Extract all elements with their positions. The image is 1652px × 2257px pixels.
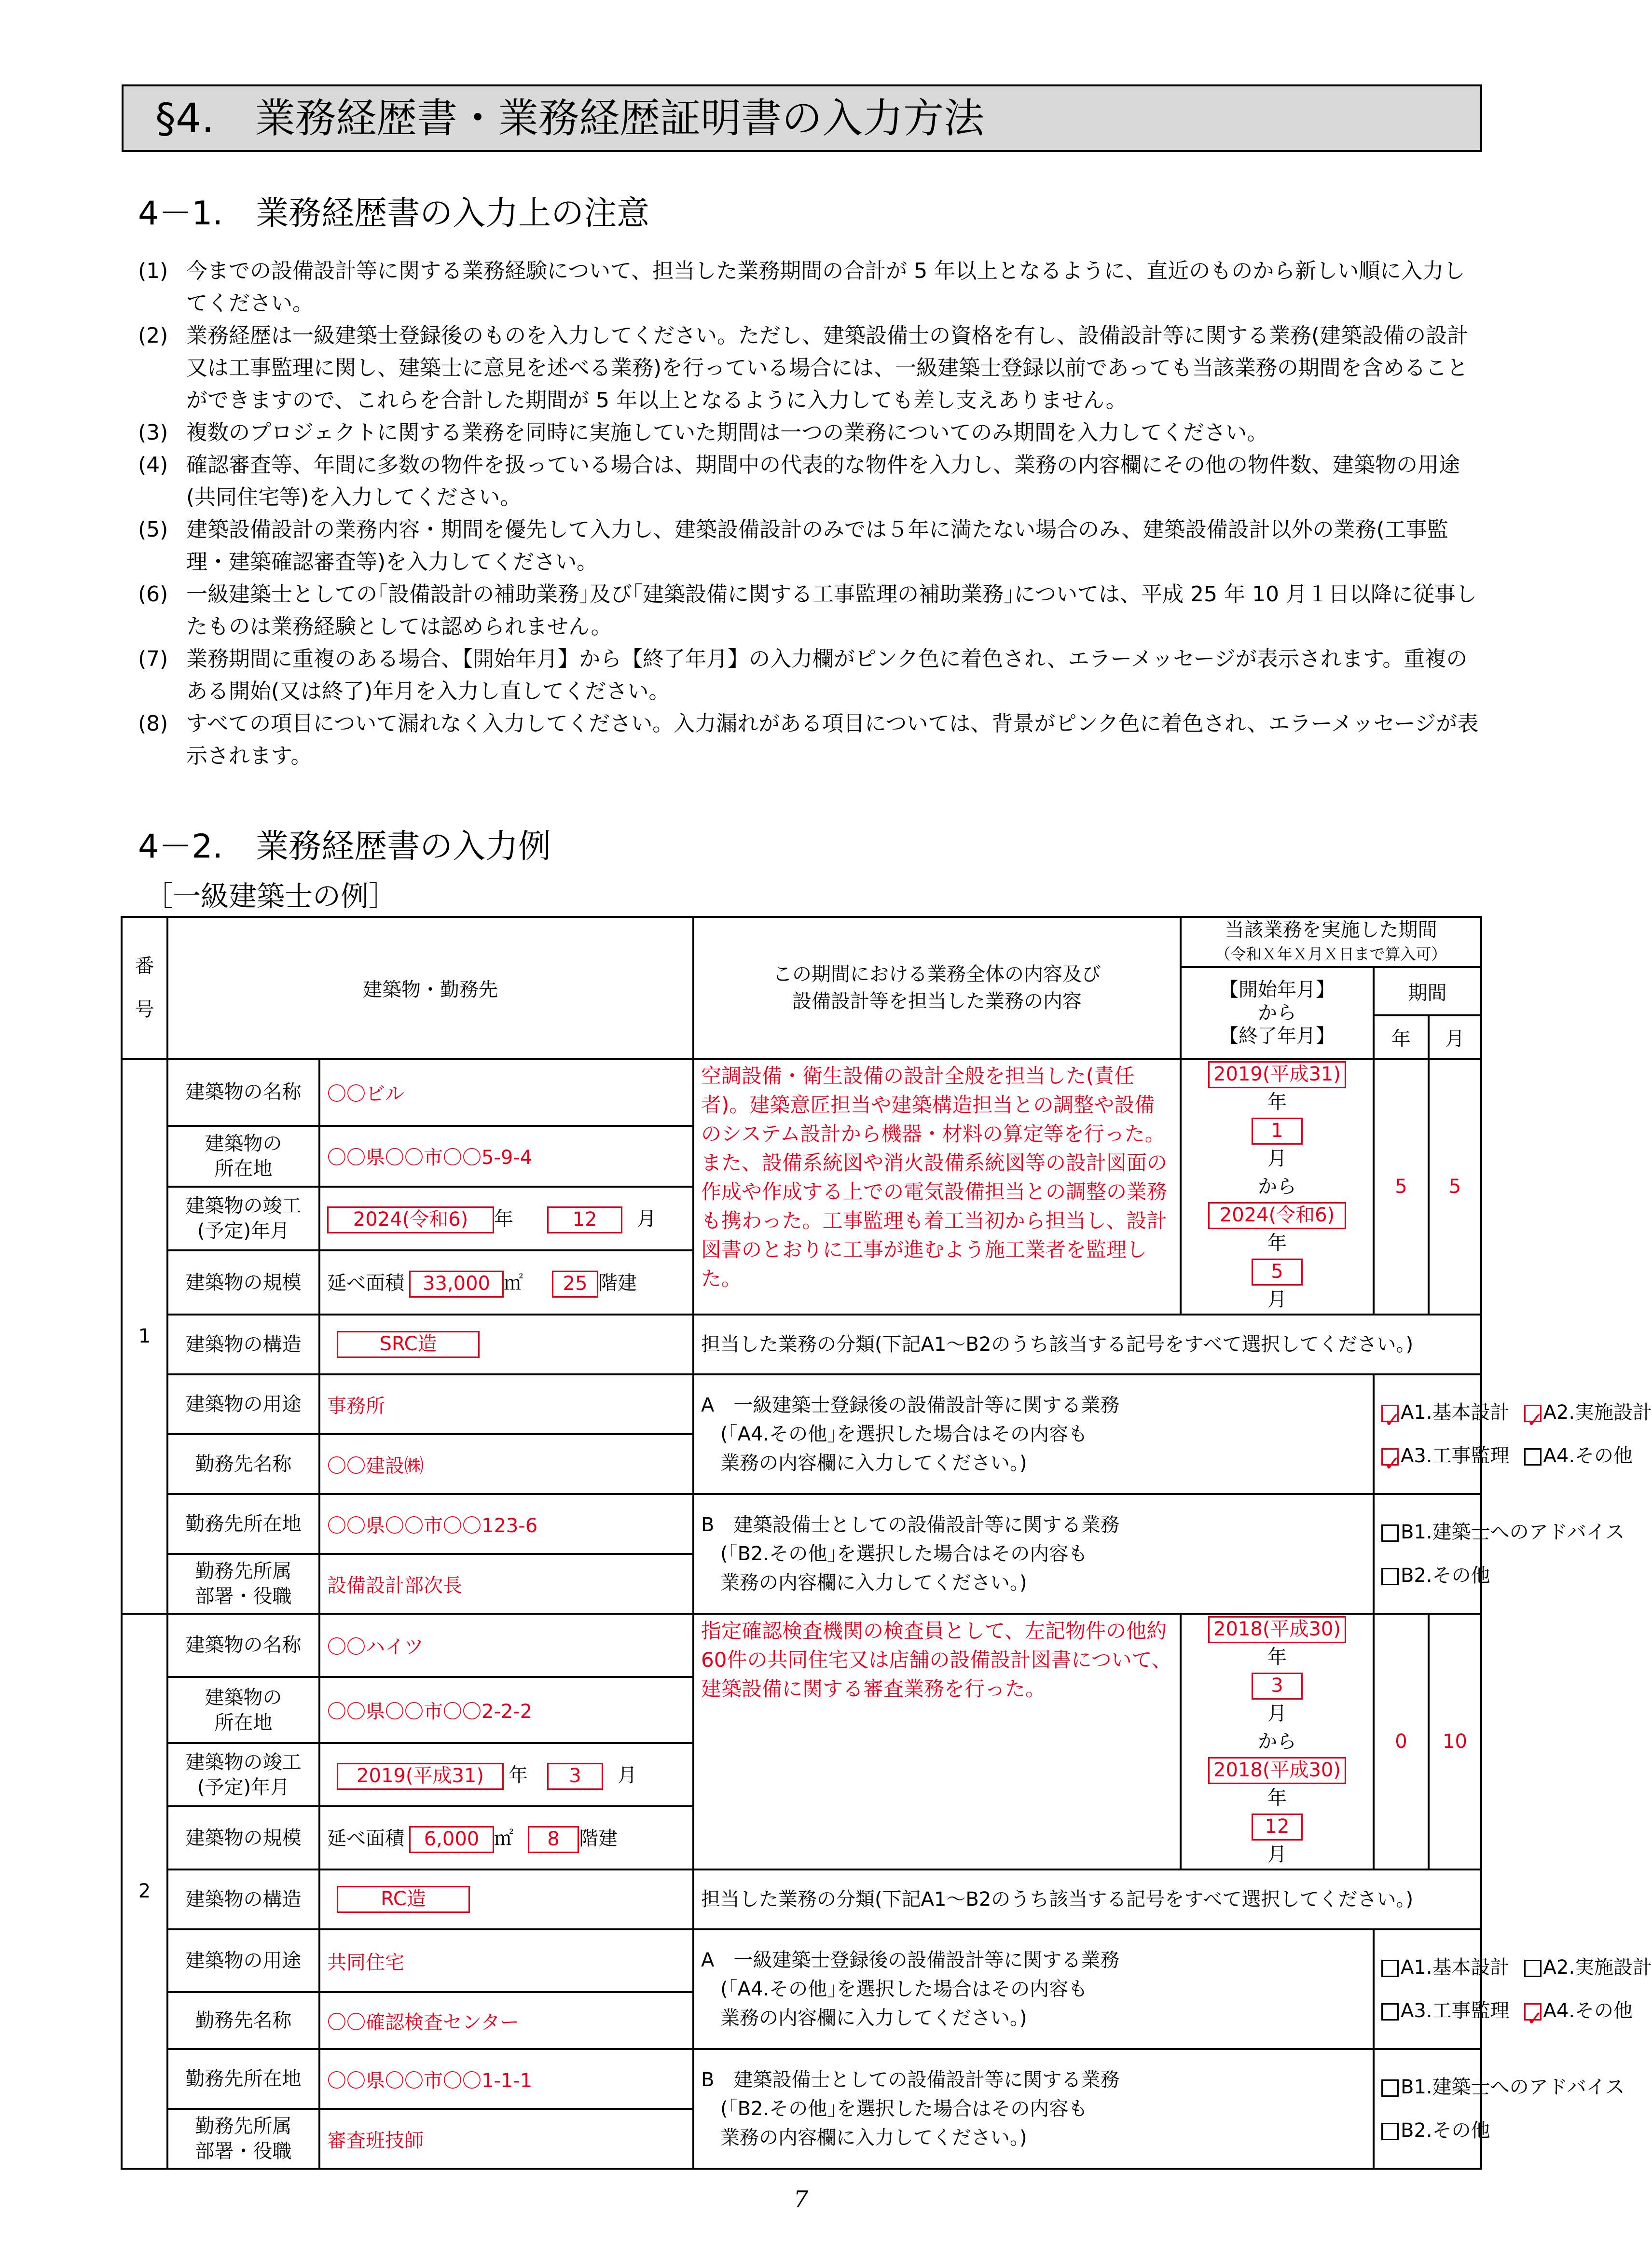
a2-checkbox[interactable] [1524, 1960, 1542, 1977]
header-month: 月 [1429, 1015, 1481, 1059]
header-number: 番号 [122, 917, 167, 1059]
label-structure: 建築物の構造 [167, 1869, 319, 1929]
structure-value: RC造 [319, 1869, 693, 1929]
entry-number: 2 [122, 1614, 167, 2169]
label-structure: 建築物の構造 [167, 1315, 319, 1374]
b1-checkbox[interactable] [1381, 1524, 1399, 1542]
work-content: 空調設備・衛生設備の設計全般を担当した(責任者)。建築意匠担当や建築構造担当との調整や設備のシステム設計から機器・材料の算定等を行った。また、設備系統図や消火設備系統図等の設計図面の作成や作成する上での電気設備担当との調整の業務も携わった。工事監理も着工当初から担当し、設計図書のとおりに工事が進むよう施工業者を監理した。 [693, 1059, 1181, 1315]
section-heading-example: 4－2. 業務経歴書の入力例 [138, 828, 551, 866]
note-item: (5) 建築設備設計の業務内容・期間を優先して入力し、建築設備設計のみでは５年に満たない場合のみ、建築設備設計以外の業務(工事監理・建築確認審査等)を入力してください。 [138, 517, 1448, 574]
classification-a-text: A 一級建築士登録後の設備設計等に関する業務 (｢A4.その他｣を選択した場合はその内容も 業務の内容欄に入力してください。) [693, 1929, 1374, 2049]
label-completion: 建築物の竣工 (予定)年月 [167, 1743, 319, 1806]
location-value: 〇〇県〇〇市〇〇2-2-2 [319, 1677, 693, 1743]
header-duration: 期間 [1374, 967, 1481, 1015]
classification-b-text: B 建築設備士としての設備設計等に関する業務 (｢B2.その他｣を選択した場合はその内容も 業務の内容欄に入力してください。) [693, 1494, 1374, 1614]
department-value: 設備設計部次長 [319, 1554, 693, 1614]
label-scale: 建築物の規模 [167, 1250, 319, 1315]
classification-header: 担当した業務の分類(下記A1～B2のうち該当する記号をすべて選択してください。) [693, 1315, 1481, 1374]
label-scale: 建築物の規模 [167, 1806, 319, 1869]
period-start-end: 2019(平成31) 年 1 月 から 2024(令和6) 年 5 月 [1181, 1059, 1374, 1315]
label-employer: 勤務先名称 [167, 1992, 319, 2049]
building-name-value: 〇〇ハイツ [319, 1614, 693, 1677]
page-number: 7 [793, 2186, 809, 2213]
use-value: 共同住宅 [319, 1929, 693, 1992]
employer-address-value: 〇〇県〇〇市〇〇123-6 [319, 1494, 693, 1554]
a1-checkbox[interactable] [1381, 1405, 1399, 1422]
note-item: (4) 確認審査等、年間に多数の物件を扱っている場合は、期間中の代表的な物件を入力し、業務の内容欄にその他の物件数、建築物の用途(共同住宅等)を入力してください。 [138, 453, 1460, 510]
header-start-end: 【開始年月】 から 【終了年月】 [1181, 967, 1374, 1059]
note-item: (6) 一級建築士としての｢設備設計の補助業務｣及び｢建築設備に関する工事監理の補助業務｣については、平成 25 年 10 月１日以降に従事したものは業務経験としては認められません。 [138, 582, 1477, 639]
scale-value: 延べ面積 33,000 ㎡ 25 階建 [319, 1250, 693, 1315]
label-location: 建築物の 所在地 [167, 1126, 319, 1187]
page-title: §4. 業務経歴書・業務経歴証明書の入力方法 [122, 84, 1482, 152]
classification-a-checks: A1.基本設計 A2.実施設計 A3.工事監理✓ A4.その他 [1374, 1929, 1481, 2049]
classification-b-checks: B1.建築士へのアドバイス B2.その他 [1374, 2049, 1481, 2169]
example-sublabel: ［一級建築士の例］ [145, 880, 397, 913]
period-years: 5 [1374, 1059, 1429, 1315]
completion-value: 2019(平成31) 年 3 月 [319, 1743, 693, 1806]
label-department: 勤務先所属 部署・役職 [167, 2109, 319, 2169]
classification-a-checks: ✓A1.基本設計✓ A2.実施設計 ✓A3.工事監理 A4.その他 [1374, 1374, 1481, 1494]
location-value: 〇〇県〇〇市〇〇5-9-4 [319, 1126, 693, 1187]
scale-value: 延べ面積 6,000 ㎡ 8 階建 [319, 1806, 693, 1869]
employer-address-value: 〇〇県〇〇市〇〇1-1-1 [319, 2049, 693, 2109]
entry-number: 1 [122, 1059, 167, 1614]
note-item: (7) 業務期間に重複のある場合、【開始年月】から【終了年月】の入力欄がピンク色に着色され、エラーメッセージが表示されます。重複のある開始(又は終了)年月を入力し直してください。 [138, 647, 1468, 704]
classification-header: 担当した業務の分類(下記A1～B2のうち該当する記号をすべて選択してください。) [693, 1869, 1481, 1929]
label-building-name: 建築物の名称 [167, 1614, 319, 1677]
career-table [121, 916, 1652, 2170]
building-name-value: 〇〇ビル [319, 1059, 693, 1126]
classification-a-text: A 一級建築士登録後の設備設計等に関する業務 (｢A4.その他｣を選択した場合はその内容も 業務の内容欄に入力してください。) [693, 1374, 1374, 1494]
b1-checkbox[interactable] [1381, 2079, 1399, 2097]
label-department: 勤務先所属 部署・役職 [167, 1554, 319, 1614]
period-start-end: 2018(平成30) 年 3 月 から 2018(平成30) 年 12 月 [1181, 1614, 1374, 1869]
structure-value: SRC造 [319, 1315, 693, 1374]
label-completion: 建築物の竣工 (予定)年月 [167, 1187, 319, 1251]
b2-checkbox[interactable] [1381, 2123, 1399, 2140]
label-location: 建築物の 所在地 [167, 1677, 319, 1743]
note-item: (8) すべての項目について漏れなく入力してください。入力漏れがある項目については、背景がピンク色に着色され、エラーメッセージが表示されます。 [138, 711, 1479, 768]
period-years: 0 [1374, 1614, 1429, 1869]
use-value: 事務所 [319, 1374, 693, 1434]
note-item: (2) 業務経歴は一級建築士登録後のものを入力してください。ただし、建築設備士の資格を有し、設備設計等に関する業務(建築設備の設計又は工事監理に関し、建築士に意見を述べる業務)を行っている場合には、一級建築士登録以前であっても当該業務の期間を含めることができますので、これらを合計した期間が 5 年以上となるように入力しても差し支えありません。 [138, 323, 1469, 413]
employer-value: 〇〇確認検査センター [319, 1992, 693, 2049]
header-building: 建築物・勤務先 [167, 917, 693, 1059]
classification-b-text: B 建築設備士としての設備設計等に関する業務 (｢B2.その他｣を選択した場合はその内容も 業務の内容欄に入力してください。) [693, 2049, 1374, 2169]
label-employer-address: 勤務先所在地 [167, 1494, 319, 1554]
label-building-name: 建築物の名称 [167, 1059, 319, 1126]
a4-checkbox[interactable] [1524, 2003, 1542, 2021]
note-item: (1) 今までの設備設計等に関する業務経験について、担当した業務期間の合計が 5 年以上となるように、直近のものから新しい順に入力してください。 [138, 259, 1465, 316]
a1-checkbox[interactable] [1381, 1960, 1399, 1977]
header-year: 年 [1374, 1015, 1429, 1059]
a2-checkbox[interactable] [1524, 1405, 1542, 1422]
classification-b-checks: B1.建築士へのアドバイス B2.その他 [1374, 1494, 1481, 1614]
label-use: 建築物の用途 [167, 1374, 319, 1434]
work-content: 指定確認検査機関の検査員として、左記物件の他約60件の共同住宅又は店舗の設備設計図書について、建築設備に関する審査業務を行った。 [693, 1614, 1181, 1869]
section-heading-notes: 4－1. 業務経歴書の入力上の注意 [138, 194, 650, 233]
header-work: この期間における業務全体の内容及び 設備設計等を担当した業務の内容 [693, 917, 1181, 1059]
label-employer-address: 勤務先所在地 [167, 2049, 319, 2109]
label-use: 建築物の用途 [167, 1929, 319, 1992]
note-item: (3) 複数のプロジェクトに関する業務を同時に実施していた期間は一つの業務についてのみ期間を入力してください。 [138, 420, 1268, 445]
department-value: 審査班技師 [319, 2109, 693, 2169]
label-employer: 勤務先名称 [167, 1434, 319, 1494]
header-period-group: 当該業務を実施した期間 （令和Ｘ年Ｘ月Ｘ日まで算入可） [1181, 917, 1481, 967]
b2-checkbox[interactable] [1381, 1568, 1399, 1585]
employer-value: 〇〇建設㈱ [319, 1434, 693, 1494]
notes-list [138, 255, 1479, 772]
a3-checkbox[interactable] [1381, 1448, 1399, 1466]
a3-checkbox[interactable] [1381, 2003, 1399, 2021]
period-months: 5 [1429, 1059, 1481, 1315]
a4-checkbox[interactable] [1524, 1448, 1542, 1466]
completion-value: 2024(令和6) 年 12 月 [319, 1187, 693, 1251]
period-months: 10 [1429, 1614, 1481, 1869]
